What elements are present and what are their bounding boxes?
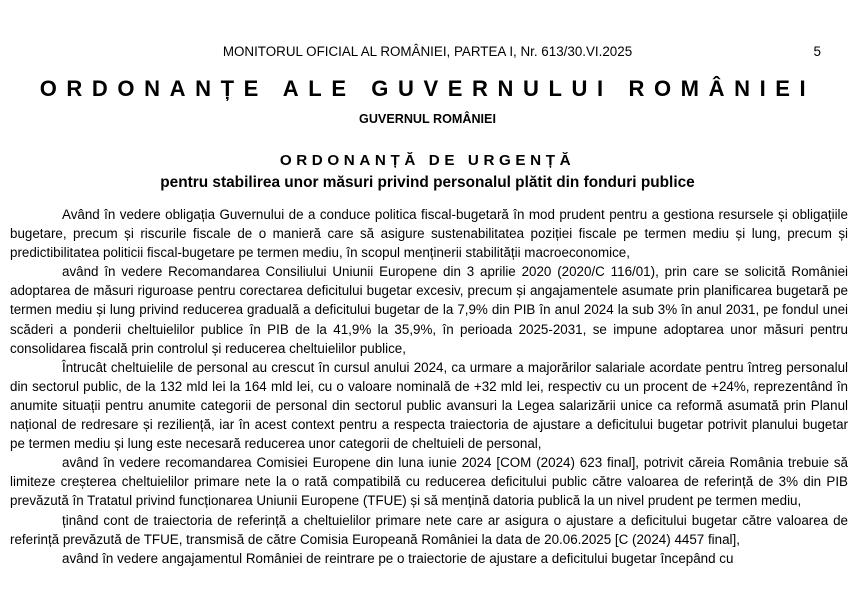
paragraph: având în vedere angajamentul României de reintrare pe o traiectorie de ajustare a deficitului bugetar începând cu [62,550,734,566]
paragraph: având în vedere Recomandarea Consiliului Uniunii Europene din 3 aprilie 2020 (2020/C 116/01), prin care se solicită României adoptarea de măsuri riguroase pentru corectarea deficitului bugetar excesiv, precum și angajamentele asumate prin planificarea bugetară pe termen mediu și lung privind reducerea graduală a deficitului bugetar de la 7,9% din PIB în anul 2024 la sub 3% în anul 2031, pe fondul unei scăderi a ponderii cheltuielilor publice în PIB de la 41,9% la 35,9%, în perioada 2025-2031, se impune adoptarea unor măsuri pentru consolidarea fiscală prin controlul și reducerea cheltuielilor publice, [10,264,848,356]
document-type: ORDONANȚĂ DE URGENȚĂ [279,152,576,169]
paragraph: Având în vedere obligația Guvernului de a conduce politica fiscal-bugetară în mod prudent pentru a gestiona resursele și obligațiile bugetare, precum și riscurile fiscale de o manieră care să asigure sustenabilitatea poziției fiscale pe termen mediu și lung, precum și predictibilitatea politicii fiscal-bugetare pe termen mediu, în scopul menținerii stabilității macroeconomice, [10,207,848,261]
paragraph: ținând cont de traiectoria de referință a cheltuielilor primare nete care ar asigura o ajustare a deficitului bugetar către valoarea de referință prevăzută de TFUE, transmisă de către Comisia Europeană României la data de 20.06.2025 [C (2024) 4457 final], [10,512,848,547]
paragraph: Întrucât cheltuielile de personal au crescut în cursul anului 2024, ca urmare a majorărilor salariale acordate pentru întreg personalul din sectorul public, de la 132 mld lei la 164 mld lei, cu o valoare nominală de +32 mld lei, respectiv cu un procent de +24%, reprezentând în anumite situații pentru anumite categorii de personal din sectorul public avansuri la Legea salarizării unice ca reformă asumată prin Planul național de redresare și reziliență, iar în acest context pentru a respecta traiectoria de ajustare a deficitului bugetar potrivit planului bugetar pe termen mediu și lung este necesară reducerea unor categorii de cheltuieli de personal, [10,359,848,452]
page-number: 5 [813,44,821,59]
publication-header: MONITORUL OFICIAL AL ROMÂNIEI, PARTEA I, Nr. 613/30.VI.2025 [222,44,633,59]
page-header [0,42,855,62]
document-body [10,205,848,568]
issuer-name: GUVERNUL ROMÂNIEI [359,112,496,126]
section-title: ORDONANȚE ALE GUVERNULUI ROMÂNIEI [39,76,816,101]
document-subtitle: pentru stabilirea unor măsuri privind personalul plătit din fonduri publice [160,174,695,191]
paragraph: având în vedere recomandarea Comisiei Europene din luna iunie 2024 [COM (2024) 623 final], potrivit căreia România trebuie să limiteze creșterea cheltuielilor primare nete la o rată compatibilă cu reducerea deficitului public către valoarea de referință de 3% din PIB prevăzută în Tratatul privind funcționarea Uniunii Europene (TFUE) și să mențină datoria publică la un nivel prudent pe termen mediu, [10,455,848,509]
